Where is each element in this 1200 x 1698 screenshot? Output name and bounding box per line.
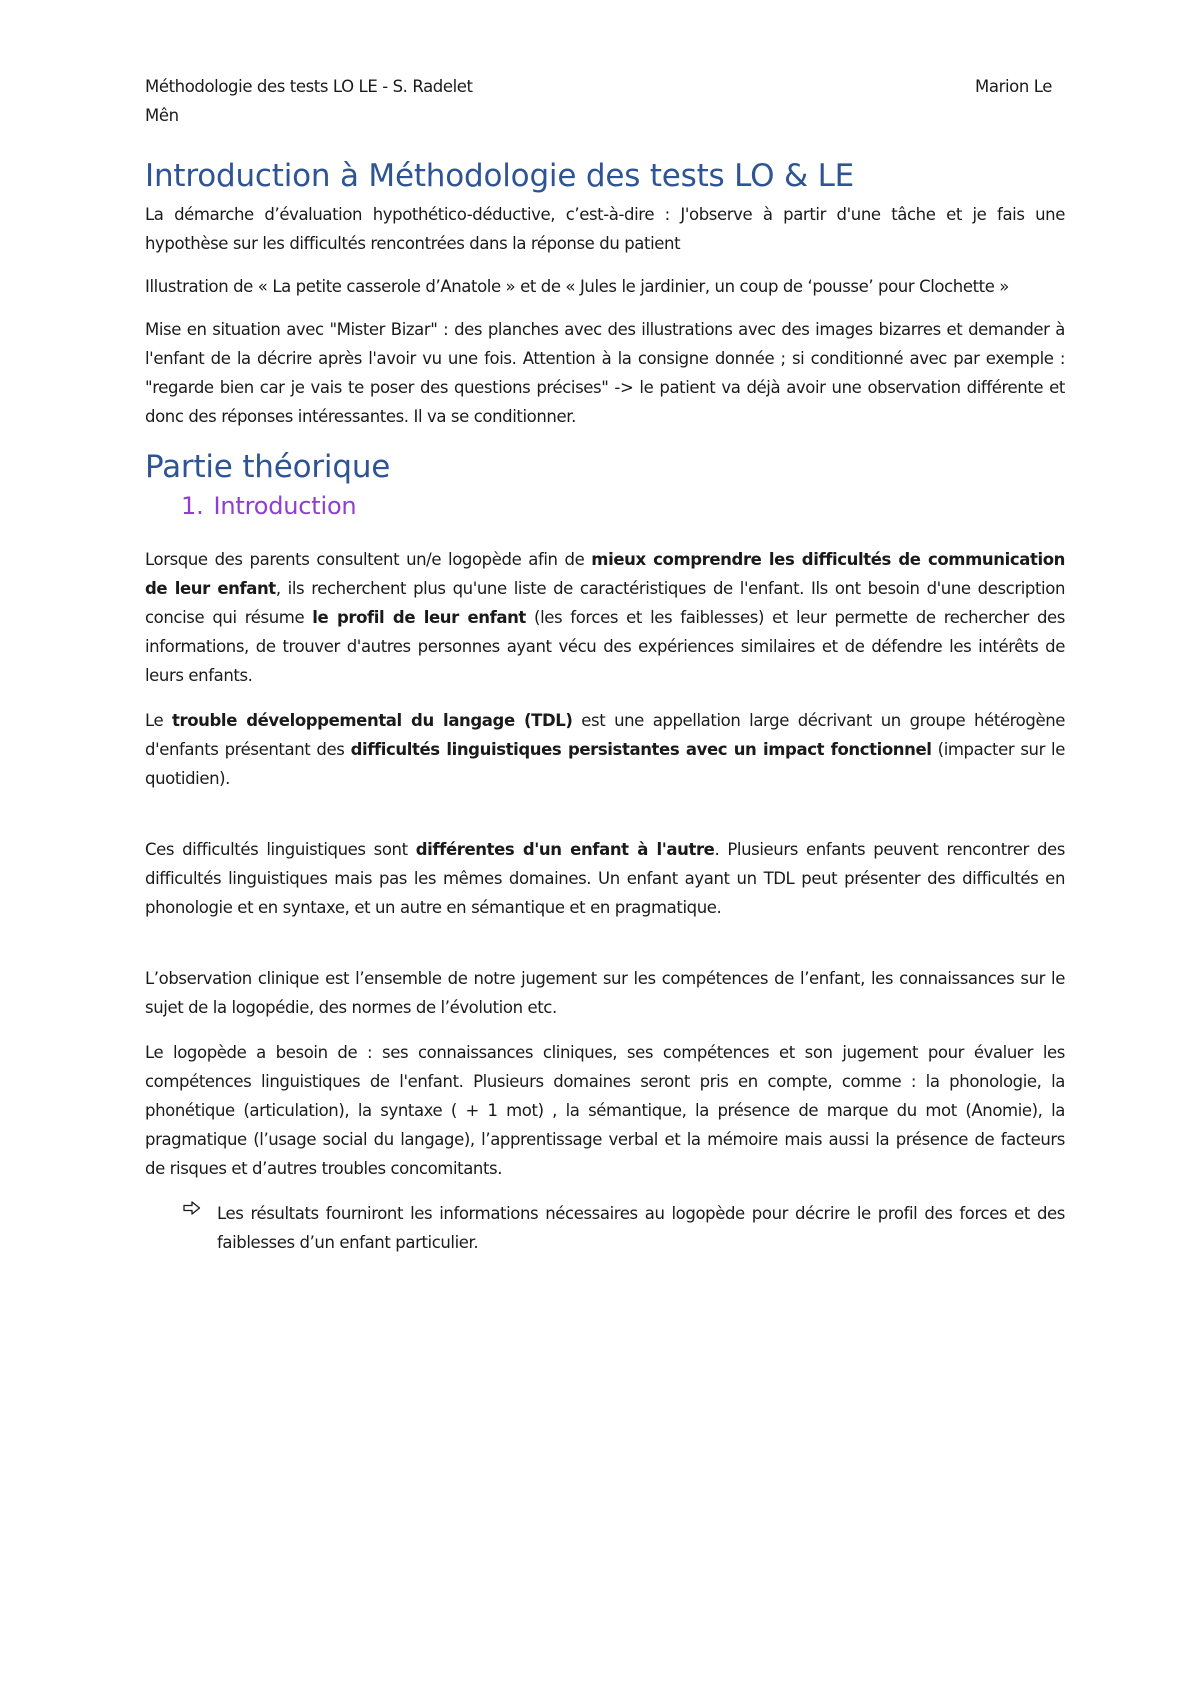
- text-run: (les forces et les faiblesses) et leur permette de rechercher des informations, de trouver d'autres personnes ayant vécu des expériences similaires et de défendre les intérêts de leurs enfants.: [145, 608, 1065, 685]
- intro-paragraph-3: Mise en situation avec "Mister Bizar" : des planches avec des illustrations avec des images bizarres et demander à l'enfant de la décrire après l'avoir vu une fois. Attention à la consigne donnée ; si conditionné avec par exemple : "regarde bien car je vais te poser des questions précises" -> le patient va déjà avoir une observation différente et donc des réponses intéressantes. Il va se conditionner.: [145, 320, 1065, 426]
- document-title: Introduction à Méthodologie des tests LO & LE: [145, 158, 855, 194]
- text-run: (impacter sur le quotidien).: [145, 740, 1065, 788]
- text-run: Le: [145, 711, 173, 730]
- subsection-title: Introduction: [213, 492, 357, 520]
- header-author-surname-tail: Mên: [145, 106, 179, 125]
- header-course-title: Méthodologie des tests LO LE - S. Radelet: [145, 77, 473, 96]
- text-run: est une appellation large décrivant un groupe hétérogène d'enfants présentant des: [145, 711, 1066, 759]
- conclusion-item: [145, 1199, 1065, 1257]
- intro-paragraph-2: Illustration de « La petite casserole d’Anatole » et de « Jules le jardinier, un coup de ‘pousse’ pour Clochette »: [145, 277, 1010, 296]
- document-page: [145, 72, 1065, 1257]
- spacer: [145, 938, 1065, 964]
- bold-run: mieux comprendre les difficultés de communication de leur enfant: [145, 550, 1065, 598]
- text-run: . Plusieurs enfants peuvent rencontrer des difficultés linguistiques mais pas les mêmes domaines. Un enfant ayant un TDL peut présenter des difficultés en phonologie et en syntaxe, et un autre en sémantique et en pragmatique.: [145, 840, 1065, 917]
- conclusion-text: Les résultats fourniront les informations nécessaires au logopède pour décrire le profil des forces et des faiblesses d’un enfant particulier.: [217, 1204, 1065, 1252]
- spacer: [145, 809, 1065, 835]
- section-heading: Partie théorique: [145, 449, 391, 485]
- bold-run: différentes d'un enfant à l'autre: [415, 840, 715, 859]
- header-author: Marion Le: [975, 77, 1052, 96]
- text-run: Lorsque des parents consultent un/e logopède afin de: [145, 550, 592, 569]
- paragraph-logopede: Le logopède a besoin de : ses connaissances cliniques, ses compétences et son jugement pour évaluer les compétences linguistiques de l'enfant. Plusieurs domaines seront pris en compte, comme : la phonologie, la phonétique (articulation), la syntaxe ( + 1 mot) , la sémantique, la présence de marque du mot (Anomie), la pragmatique (l’usage social du langage), l’apprentissage verbal et la mémoire mais aussi la présence de facteurs de risques et d’autres troubles concomitants.: [145, 1043, 1065, 1178]
- bold-run: difficultés linguistiques persistantes avec un impact fonctionnel: [350, 740, 932, 759]
- arrow-right-outline-icon: [183, 1201, 201, 1215]
- intro-paragraph-1: La démarche d’évaluation hypothético-déductive, c’est-à-dire : J'observe à partir d'une tâche et je fais une hypothèse sur les difficultés rencontrées dans la réponse du patient: [145, 205, 1065, 253]
- text-run: Ces difficultés linguistiques sont: [145, 840, 416, 859]
- page-header: [145, 72, 1065, 130]
- paragraph-differences: [145, 835, 1065, 922]
- subsection-number: 1.: [181, 492, 204, 520]
- paragraph-tdl: [145, 706, 1065, 793]
- paragraph-observation: L’observation clinique est l’ensemble de notre jugement sur les compétences de l’enfant, les connaissances sur le sujet de la logopédie, des normes de l’évolution etc.: [145, 969, 1065, 1017]
- bold-run: trouble développemental du langage (TDL): [172, 711, 573, 730]
- bold-run: le profil de leur enfant: [312, 608, 526, 627]
- subsection-heading: [181, 489, 1065, 523]
- text-run: , ils recherchent plus qu'une liste de caractéristiques de l'enfant. Ils ont besoin d'une description concise qui résume: [145, 579, 1065, 627]
- paragraph-parents: [145, 545, 1065, 690]
